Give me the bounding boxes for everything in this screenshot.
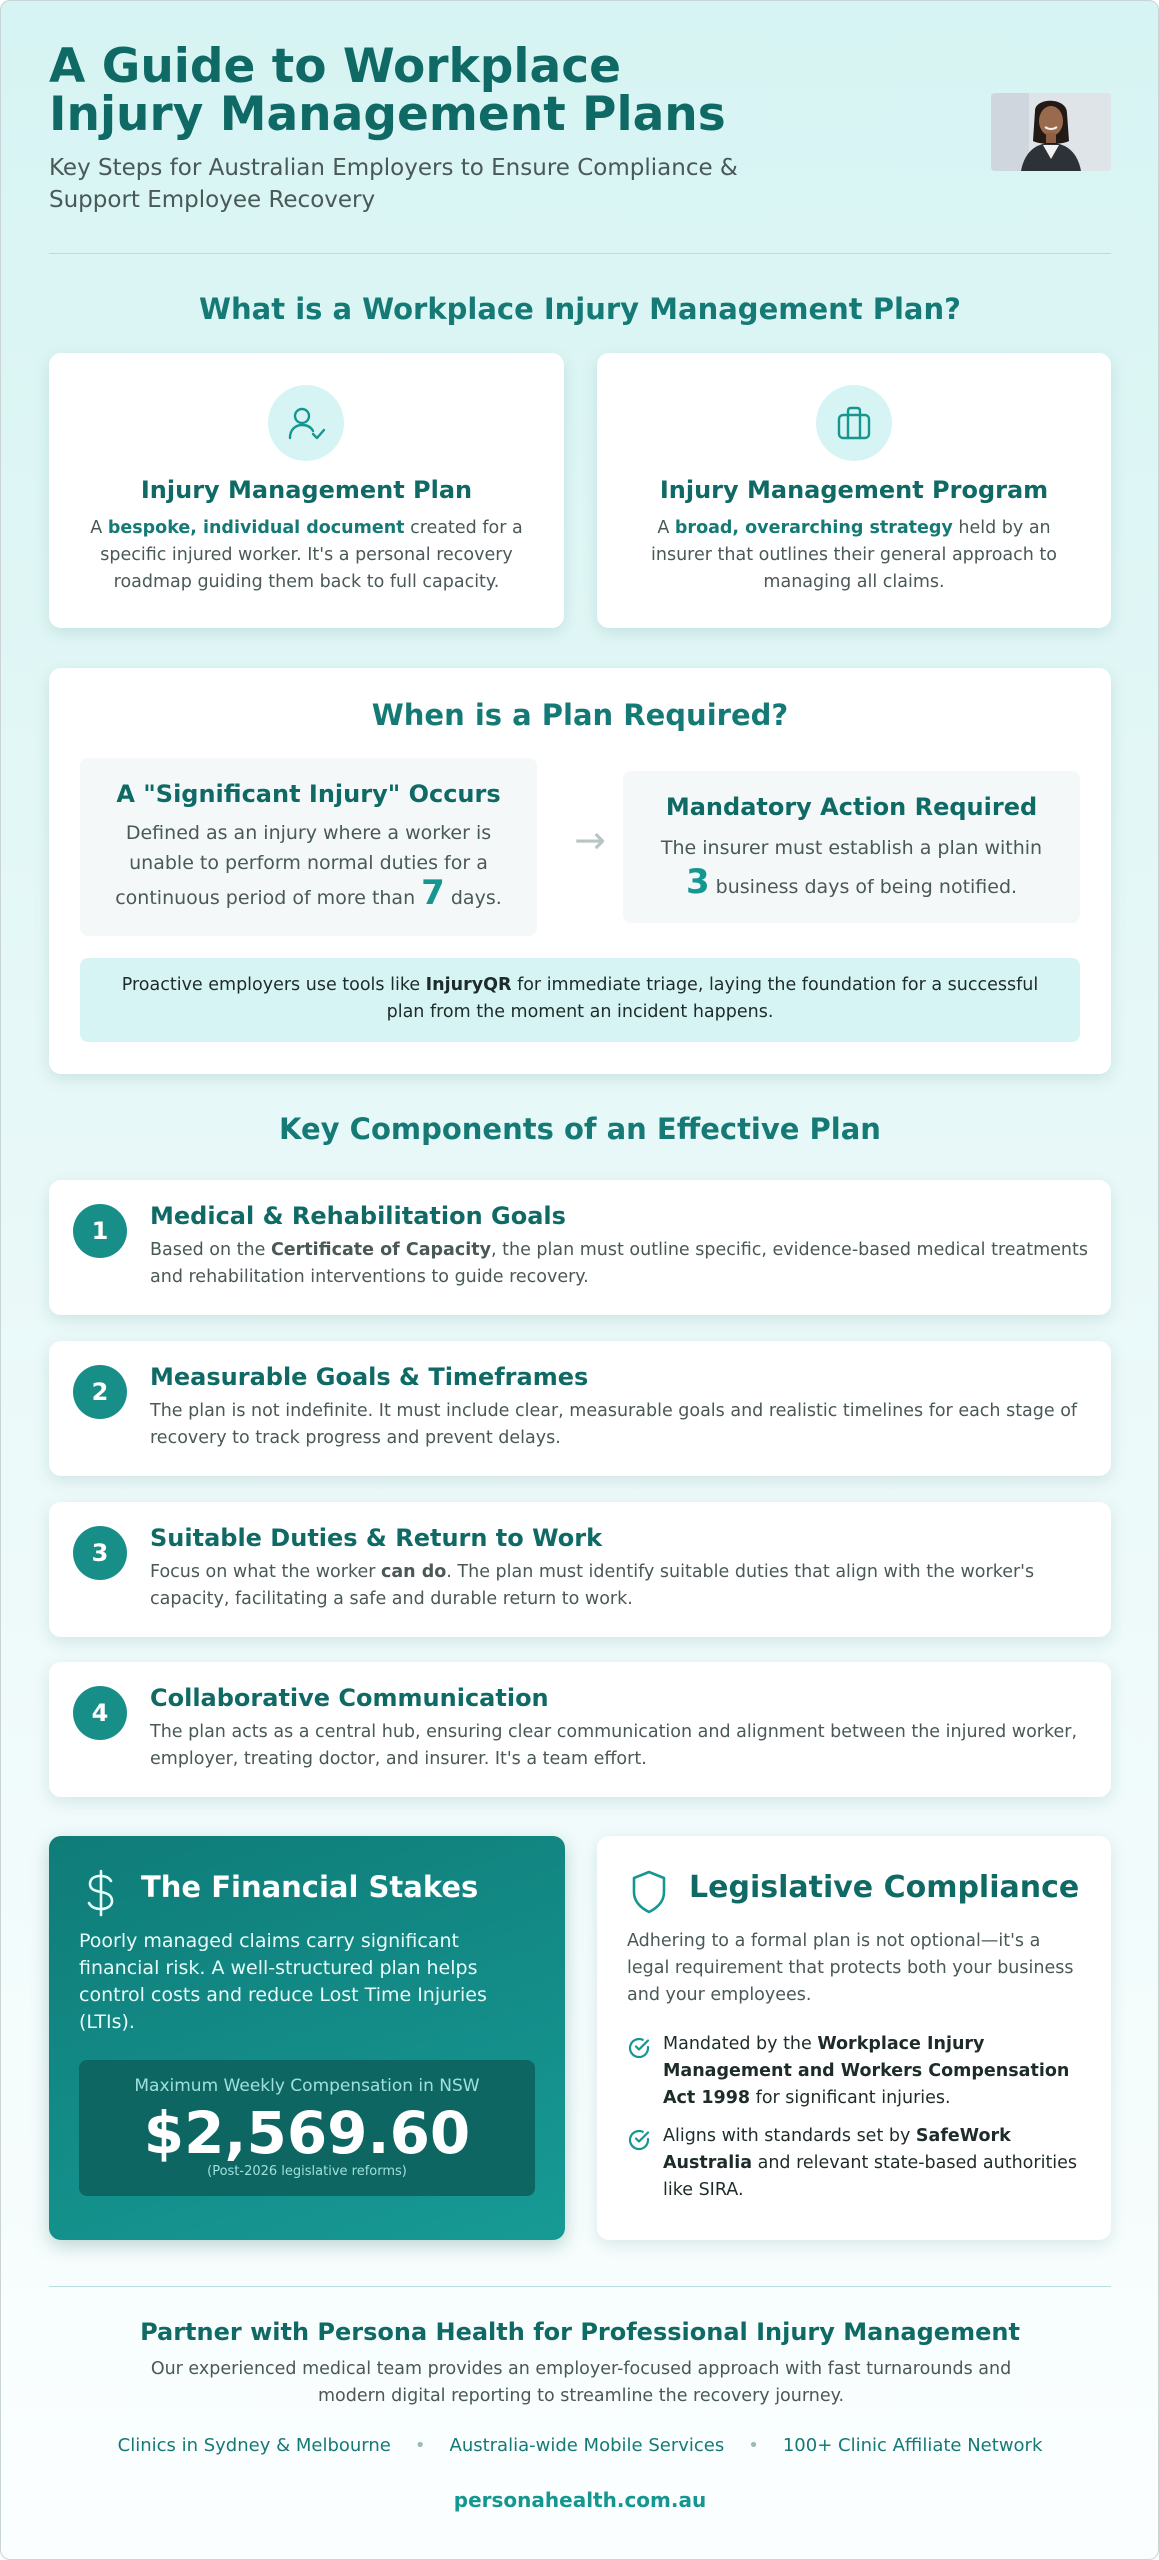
legislative-item-act: Mandated by the Workplace Injury Management and Workers Compensation Act 1998 for significant injuries. bbox=[663, 2034, 1070, 2108]
injuryqr-callout: Proactive employers use tools like InjuryQR for immediate triage, laying the foundation for a successful plan from the moment an incident happens. bbox=[80, 958, 1080, 1042]
when-section-title: When is a Plan Required? bbox=[371, 698, 789, 732]
legislative-item-safework: Aligns with standards set by SafeWork Australia and relevant state-based authorities like SIRA. bbox=[663, 2126, 1078, 2200]
financial-stakes-card bbox=[49, 1836, 565, 2240]
legislative-text: Adhering to a formal plan is not optional—it's a legal requirement that protects both your business and your employees. bbox=[627, 1931, 1074, 2005]
step-number-badge: 3 bbox=[73, 1526, 127, 1580]
mandatory-action-title: Mandatory Action Required bbox=[665, 793, 1038, 821]
component-title: Collaborative Communication bbox=[150, 1684, 549, 1712]
component-text: The plan acts as a central hub, ensuring clear communication and alignment between the injured worker, employer, treating doctor, and insurer. It's a team effort. bbox=[150, 1722, 1078, 1769]
when-required-card bbox=[49, 668, 1111, 1074]
component-card-2 bbox=[49, 1341, 1111, 1476]
mandatory-action-box bbox=[623, 771, 1080, 923]
mandatory-action-text: The insurer must establish a plan within 3 business days of being notified. bbox=[660, 837, 1043, 902]
footer-link-clinics[interactable]: Clinics in Sydney & Melbourne bbox=[117, 2435, 391, 2456]
check-circle-icon bbox=[627, 2128, 651, 2152]
component-title: Suitable Duties & Return to Work bbox=[150, 1524, 603, 1552]
page-title: A Guide to Workplace Injury Management Plans bbox=[49, 39, 726, 142]
component-title: Measurable Goals & Timeframes bbox=[150, 1363, 589, 1391]
shield-icon bbox=[629, 1868, 669, 1916]
component-text: The plan is not indefinite. It must include clear, measurable goals and realistic timelines for each stage of recovery to track progress and prevent delays. bbox=[150, 1401, 1078, 1448]
program-definition-card bbox=[597, 353, 1111, 628]
footer-text: Our experienced medical team provides an employer-focused approach with fast turnarounds and modern digital reporting to streamline the recovery journey. bbox=[150, 2359, 1012, 2406]
component-text: Focus on what the worker can do. The plan must identify suitable duties that align with the worker's capacity, facilitating a safe and durable return to work. bbox=[150, 1562, 1035, 1609]
check-circle-icon bbox=[627, 2036, 651, 2060]
arrow-right-icon: → bbox=[574, 818, 606, 862]
header-divider bbox=[49, 253, 1111, 254]
user-check-icon bbox=[268, 385, 344, 461]
component-title: Medical & Rehabilitation Goals bbox=[150, 1202, 566, 1230]
component-card-3 bbox=[49, 1502, 1111, 1637]
footer-link-mobile[interactable]: Australia-wide Mobile Services bbox=[449, 2435, 725, 2456]
business-days-number: 3 bbox=[685, 862, 710, 902]
legislative-compliance-card bbox=[597, 1836, 1111, 2240]
footer-title: Partner with Persona Health for Professional Injury Management bbox=[140, 2318, 1020, 2346]
dollar-icon bbox=[81, 1868, 121, 1918]
significant-injury-title: A "Significant Injury" Occurs bbox=[116, 780, 501, 808]
professional-woman-photo bbox=[991, 93, 1111, 171]
legislative-title: Legislative Compliance bbox=[689, 1870, 1080, 1905]
component-card-1 bbox=[49, 1180, 1111, 1315]
plan-card-title: Injury Management Plan bbox=[140, 476, 473, 504]
max-compensation-label: Maximum Weekly Compensation in NSW bbox=[134, 2076, 480, 2096]
separator-dot: • bbox=[414, 2435, 426, 2456]
separator-dot: • bbox=[748, 2435, 759, 2456]
step-number-badge: 4 bbox=[73, 1686, 127, 1740]
financial-text: Poorly managed claims carry significant financial risk. A well-structured plan helps control costs and reduce Lost Time Injuries (LTIs). bbox=[79, 1930, 487, 2033]
program-card-text: A broad, overarching strategy held by an insurer that outlines their general approach to managing all claims. bbox=[651, 518, 1057, 592]
plan-definition-card bbox=[49, 353, 564, 628]
plan-card-text: A bespoke, individual document created for a specific injured worker. It's a personal recovery roadmap guiding them back to full capacity. bbox=[90, 518, 523, 592]
footer-link-network[interactable]: 100+ Clinic Affiliate Network bbox=[782, 2435, 1043, 2456]
website-link[interactable]: personahealth.com.au bbox=[453, 2488, 707, 2512]
component-text: Based on the Certificate of Capacity, the plan must outline specific, evidence-based medical treatments and rehabilitation interventions to guide recovery. bbox=[150, 1240, 1088, 1287]
program-card-title: Injury Management Program bbox=[659, 476, 1049, 504]
significant-injury-text: Defined as an injury where a worker is unable to perform normal duties for a continuous period of more than 7 days. bbox=[115, 822, 502, 913]
step-number-badge: 1 bbox=[73, 1204, 127, 1258]
briefcase-icon bbox=[816, 385, 892, 461]
component-card-4 bbox=[49, 1662, 1111, 1797]
days-threshold-number: 7 bbox=[421, 873, 445, 913]
what-section-title: What is a Workplace Injury Management Plan? bbox=[199, 292, 961, 326]
significant-injury-box bbox=[80, 758, 537, 936]
step-number-badge: 2 bbox=[73, 1365, 127, 1419]
footer-divider bbox=[49, 2286, 1111, 2287]
footer-links bbox=[49, 2435, 1111, 2456]
financial-title: The Financial Stakes bbox=[141, 1870, 479, 1904]
max-compensation-value: $2,569.60 bbox=[143, 2099, 471, 2167]
max-compensation-note: (Post-2026 legislative reforms) bbox=[207, 2164, 407, 2179]
components-section-title: Key Components of an Effective Plan bbox=[279, 1112, 881, 1146]
page-subtitle: Key Steps for Australian Employers to Ensure Compliance & Support Employee Recovery bbox=[49, 155, 738, 213]
max-compensation-box bbox=[79, 2060, 535, 2196]
